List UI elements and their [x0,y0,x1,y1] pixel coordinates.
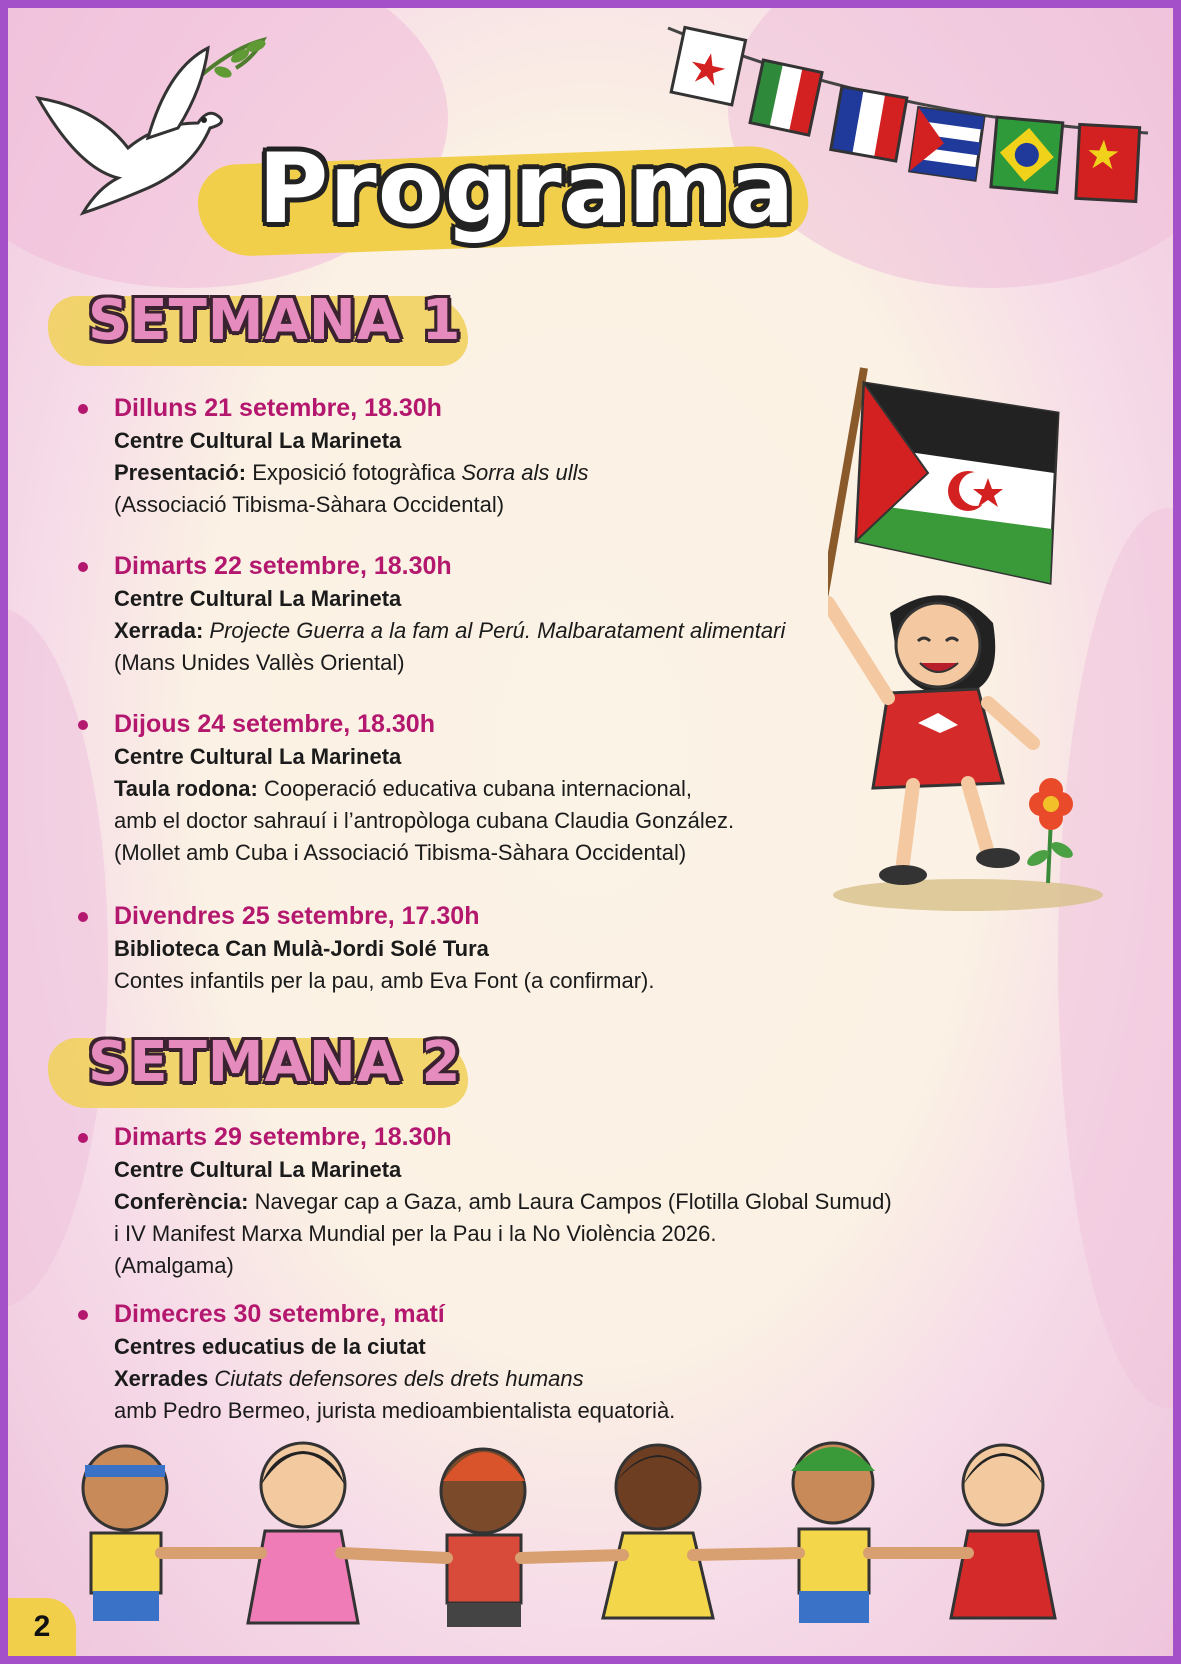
event-description [114,1186,978,1218]
event-type: Xerrades [114,1366,209,1391]
event-type: Presentació: [114,460,247,485]
bullet-icon [78,912,88,922]
event-item [78,1298,978,1427]
bullet-icon [78,1310,88,1320]
event-text: Cooperació educativa cubana internacional, [263,776,693,801]
week-1-header [48,286,488,376]
event-date: Dimarts 29 setembre, 18.30h [114,1123,452,1151]
event-date: Dimecres 30 setembre, matí [114,1300,445,1328]
event-description: Contes infantils per la pau, amb Eva Font (a confirmar). [114,968,655,993]
event-venue: Centre Cultural La Marineta [114,586,402,611]
event-venue: Biblioteca Can Mulà-Jordi Solé Tura [114,936,489,961]
event-title: Projecte Guerra a la fam al Perú. Malbaratament alimentari [209,618,786,643]
event-description-continued: amb el doctor sahrauí i l’antropòloga cubana Claudia González. [114,808,735,833]
event-venue: Centre Cultural La Marineta [114,744,402,769]
child-figure [83,1446,167,1621]
event-organizer: (Mollet amb Cuba i Associació Tibisma-Sàhara Occidental) [114,840,687,865]
event-type: Taula rodona: [114,776,258,801]
event-organizer: (Mans Unides Vallès Oriental) [114,650,405,675]
bullet-icon [78,404,88,414]
event-venue: Centre Cultural La Marineta [114,1157,402,1182]
flower-icon [1018,778,1088,888]
event-venue: Centres educatius de la ciutat [114,1334,426,1359]
event-organizer: (Associació Tibisma-Sàhara Occidental) [114,492,505,517]
event-organizer: (Amalgama) [114,1253,234,1278]
event-title: Sorra als ulls [461,460,589,485]
event-date: Dijous 24 setembre, 18.30h [114,710,435,738]
children-holding-hands [33,1423,1153,1656]
week-title: SETMANA 2 [88,1030,462,1095]
event-text: Exposició fotogràfica [252,460,456,485]
bullet-icon [78,720,88,730]
page-title: Programa [258,133,796,245]
event-description-continued: i IV Manifest Marxa Mundial per la Pau i la No Violència 2026. [114,1221,717,1246]
bullet-icon [78,1133,88,1143]
event-venue: Centre Cultural La Marineta [114,428,402,453]
event-description-continued: amb Pedro Bermeo, jurista medioambientalista equatorià. [114,1398,676,1423]
event-type: Conferència: [114,1189,249,1214]
bullet-icon [78,562,88,572]
event-text: Navegar cap a Gaza, amb Laura Campos (Flotilla Global Sumud) [254,1189,892,1214]
event-title: Ciutats defensores dels drets humans [214,1366,584,1391]
title-banner [198,133,818,263]
event-date: Divendres 25 setembre, 17.30h [114,902,480,930]
event-item [78,1121,978,1282]
event-date: Dimarts 22 setembre, 18.30h [114,552,452,580]
week-title: SETMANA 1 [88,288,462,353]
event-type: Xerrada: [114,618,204,643]
event-description [114,1363,978,1395]
page-number: 2 [8,1598,76,1656]
week-2-header [48,1028,488,1118]
event-date: Dilluns 21 setembre, 18.30h [114,394,442,422]
